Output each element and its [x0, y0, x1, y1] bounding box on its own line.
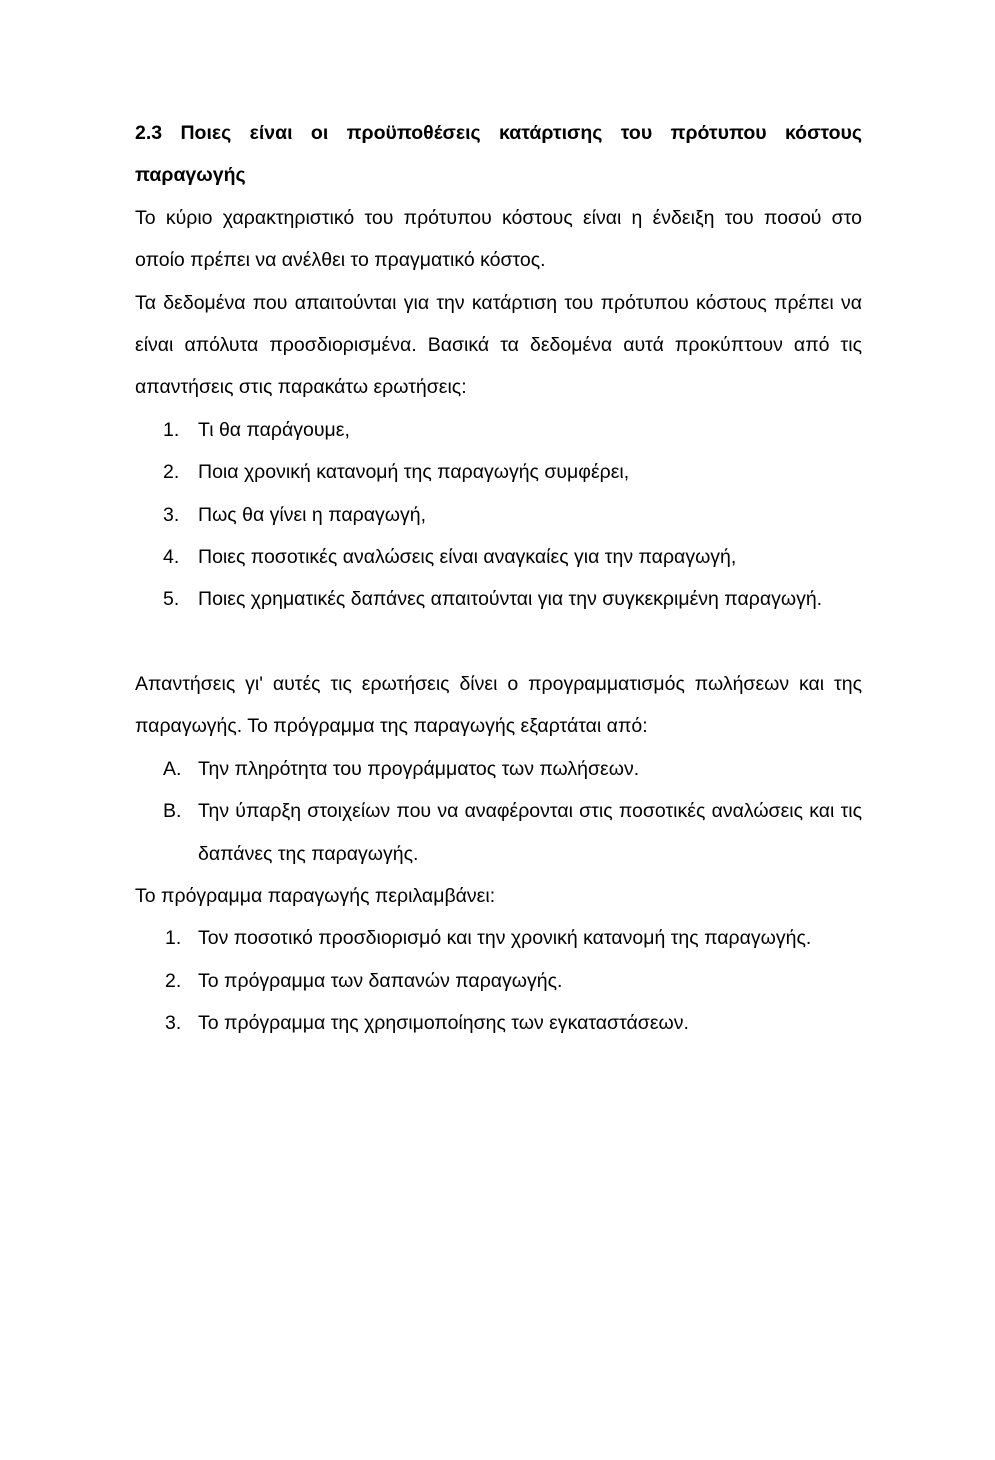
list-marker: 2. — [165, 969, 182, 992]
list-item — [135, 578, 862, 620]
list-item — [135, 409, 862, 451]
list-item-text: Την πληρότητα του προγράμματος των πωλήσεων. — [198, 757, 640, 780]
list-item — [135, 960, 862, 1002]
list-item-text: Ποιες ποσοτικές αναλώσεις είναι αναγκαίες για την παραγωγή, — [198, 546, 737, 569]
list-item — [135, 748, 862, 790]
spacer — [135, 621, 862, 663]
list-marker: 4. — [163, 546, 180, 569]
list-item — [135, 917, 862, 959]
list-marker: 3. — [163, 503, 180, 526]
list-item-text: Τι θα παράγουμε, — [198, 418, 350, 441]
list-item-text: Ποια χρονική κατανομή της παραγωγής συμφέρει, — [198, 461, 630, 484]
list-item-text: Ποιες χρηματικές δαπάνες απαιτούνται για την συγκεκριμένη παραγωγή. — [198, 588, 823, 611]
list-item-text: Τον ποσοτικό προσδιορισμό και την χρονική κατανομή της παραγωγής. — [198, 927, 812, 950]
list-item — [135, 790, 862, 875]
list-marker: 5. — [163, 588, 180, 611]
list-marker: 2. — [163, 461, 180, 484]
list-item-text: Το πρόγραμμα της χρησιμοποίησης των εγκαταστάσεων. — [198, 1012, 689, 1035]
list-marker: Β. — [163, 800, 182, 823]
paragraph-4: Το πρόγραμμα παραγωγής περιλαμβάνει: — [135, 884, 496, 907]
list-marker: 1. — [165, 927, 182, 950]
paragraph-1: Το κύριο χαρακτηριστικό του πρότυπου κόστους είναι η ένδειξη του ποσού στο οποίο πρέπει να ανέλθει το πραγματικό κόστος. — [135, 206, 862, 272]
list-item — [135, 494, 862, 536]
includes-list — [135, 917, 862, 1044]
list-marker: 1. — [163, 418, 180, 441]
paragraph-3: Απαντήσεις γι' αυτές τις ερωτήσεις δίνει ο προγραμματισμός πωλήσεων και της παραγωγής. Το πρόγραμμα της παραγωγής εξαρτάται από: — [135, 672, 862, 738]
list-marker: Α. — [163, 757, 182, 780]
list-item — [135, 536, 862, 578]
list-item-text: Πως θα γίνει η παραγωγή, — [198, 503, 427, 526]
list-item — [135, 1002, 862, 1044]
list-marker: 3. — [165, 1012, 182, 1035]
list-item-text: Το πρόγραμμα των δαπανών παραγωγής. — [198, 969, 563, 992]
list-item — [135, 451, 862, 493]
section-heading: 2.3 Ποιες είναι οι προϋποθέσεις κατάρτισης του πρότυπου κόστους παραγωγής — [135, 122, 862, 187]
questions-list — [135, 409, 862, 621]
paragraph-2: Τα δεδομένα που απαιτούνται για την κατάρτιση του πρότυπου κόστους πρέπει να είναι απόλυτα προσδιορισμένα. Βασικά τα δεδομένα αυτά προκύπτουν από τις απαντήσεις στις παρακάτω ερωτήσεις: — [135, 291, 862, 399]
dependencies-list — [135, 748, 862, 875]
list-item-text: Την ύπαρξη στοιχείων που να αναφέρονται στις ποσοτικές αναλώσεις και τις δαπάνες της παραγωγής. — [198, 800, 862, 865]
document-body — [135, 112, 862, 1045]
